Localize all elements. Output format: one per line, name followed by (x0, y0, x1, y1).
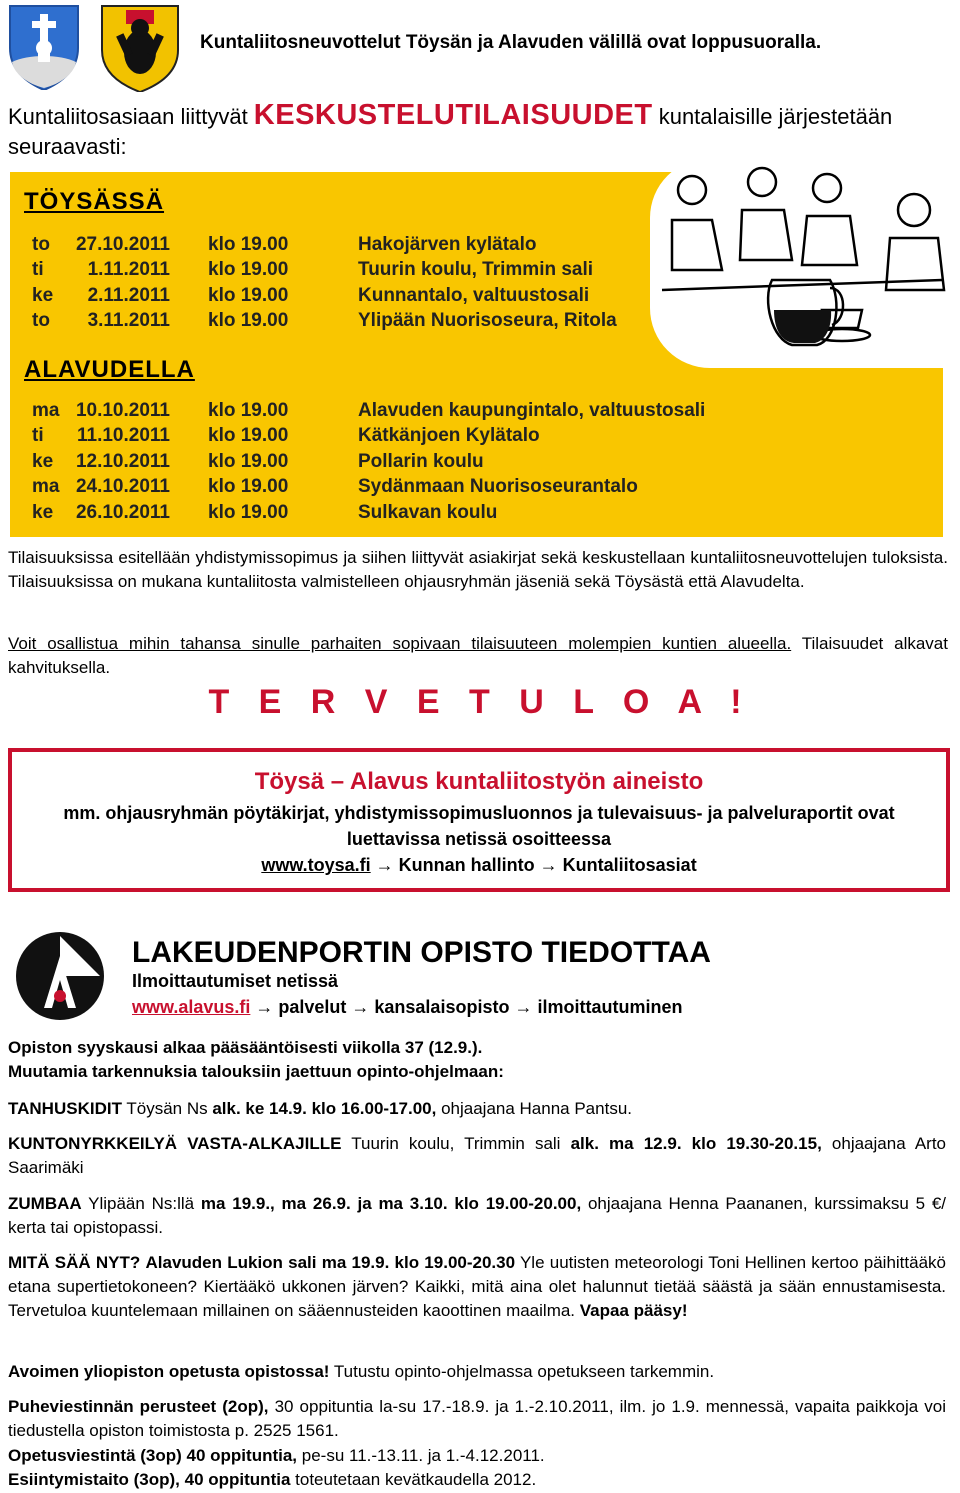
course-time: Alavuden Lukion sali ma 19.9. klo 19.00-20.30 (145, 1253, 516, 1272)
materials-path: → Kunnan hallinto → Kuntaliitosasiat (370, 855, 697, 875)
course-name: KUNTONYRKKEILYÄ VASTA-ALKAJILLE (8, 1134, 342, 1153)
event-date: 10.10.2011 (75, 399, 170, 421)
uni-course-text: toteutetaan kevätkaudella 2012. (290, 1470, 537, 1489)
opisto-subtitle: Ilmoittautumiset netissä (132, 971, 339, 991)
opisto-link-line (132, 997, 682, 1018)
event-row (32, 258, 617, 284)
event-place: Hakojärven kylätalo (358, 233, 537, 255)
course-time: alk. ma 12.9. klo 19.30-20.15, (570, 1134, 822, 1153)
course-text: Töysän Ns (121, 1099, 213, 1118)
meeting-illustration (652, 160, 952, 365)
event-time: klo 19.00 (208, 425, 289, 447)
course-time: ma 19.9., ma 26.9. ja ma 3.10. klo 19.00-20.00, (200, 1194, 582, 1213)
course-mita-saa-nyt (8, 1251, 946, 1323)
event-date: 2.11.2011 (87, 284, 170, 306)
uni-course-text: 30 oppituntia la-su 17.-18.9. ja 1.-2.10.2011, ilm. jo 1.9. mennessä, vapaita paikkoja voi tiedustella opiston toimistosta p. 2525 1561. (8, 1397, 946, 1440)
event-place: Tuurin koulu, Trimmin sali (358, 259, 594, 281)
uni-course-1 (8, 1395, 946, 1443)
event-time: klo 19.00 (208, 284, 289, 306)
info-underlined: Voit osallistua mihin tahansa sinulle parhaiten sopivaan tilaisuuteen molempien kuntien alueella. (8, 634, 792, 653)
course-text: Tutustu opinto-ohjelmassa opetukseen tarkemmin. (329, 1362, 715, 1381)
event-place: Alavuden kaupungintalo, valtuustosali (358, 399, 706, 421)
opisto-line-2: Muutamia tarkennuksia talouksiin jaettuun opinto-ohjelmaan: (8, 1062, 504, 1081)
course-text: ohjaajana Arto Saarimäki (8, 1134, 946, 1177)
course-text: Ylipään Ns:llä (81, 1194, 201, 1213)
materials-box (8, 748, 950, 892)
opisto-title: LAKEUDENPORTIN OPISTO TIEDOTTAA (132, 936, 711, 969)
event-day: ti (32, 259, 44, 281)
course-text: ohjaajana Henna Paananen, kurssimaksu 5 €/ kerta tai opistopassi. (8, 1194, 947, 1237)
course-name: TANHUSKIDIT (8, 1099, 122, 1118)
welcome-text: T E R V E T U L O A ! (208, 683, 752, 721)
intro-highlight: KESKUSTELUTILAISUUDET (253, 99, 653, 131)
event-place: Sulkavan koulu (358, 501, 498, 523)
course-zumbaa (8, 1192, 946, 1240)
event-time: klo 19.00 (208, 501, 289, 523)
event-row (32, 232, 617, 258)
event-day: to (32, 233, 50, 255)
uni-course-name: Opetusviestintä (3op) 40 oppituntia, (8, 1446, 298, 1465)
alavus-heading: ALAVUDELLA (24, 356, 195, 383)
event-time: klo 19.00 (208, 450, 289, 472)
course-text: Tuurin koulu, Trimmin sali (341, 1134, 571, 1153)
materials-title: Töysä – Alavus kuntaliitostyön aineisto (254, 768, 704, 795)
toysa-events-table (32, 232, 617, 334)
event-row (32, 398, 705, 424)
event-day: ma (32, 476, 60, 498)
course-name: ZUMBAA (8, 1194, 82, 1213)
event-day: ti (32, 425, 44, 447)
event-time: klo 19.00 (208, 259, 289, 281)
uni-course-2 (8, 1444, 946, 1468)
event-date: 11.10.2011 (77, 425, 170, 447)
event-day: ke (32, 501, 54, 523)
event-time: klo 19.00 (208, 476, 289, 498)
event-row (32, 309, 617, 335)
uni-course-name: Puheviestinnän perusteet (2op), (8, 1397, 269, 1416)
course-text: Yle uutisten meteorologi Toni Hellinen kertoo päihittääkö etana supertietokoneen? Kiertääkö ukkonen järven? Kaikki, mitä aina olet halunnut tietää säästä ja sään ennustamisesta. Tervetuloa kuuntelemaan millainen on sääennusteiden kaoottinen maailma. (8, 1253, 946, 1320)
event-date: 27.10.2011 (75, 233, 170, 255)
event-place: Pollarin koulu (358, 450, 484, 472)
event-date: 26.10.2011 (75, 501, 170, 523)
event-row (32, 475, 705, 501)
opisto-path: → palvelut → kansalaisopisto → ilmoittautuminen (250, 997, 683, 1017)
materials-text: mm. ohjausryhmän pöytäkirjat, yhdistymissopimusluonnos ja tulevaisuus- ja palveluraportit ovat luettavissa netissä osoitteessa (63, 803, 895, 849)
course-text: ohjaajana Hanna Pantsu. (436, 1099, 632, 1118)
uni-course-3 (8, 1468, 946, 1492)
event-day: ma (32, 399, 60, 421)
event-date: 12.10.2011 (75, 450, 170, 472)
event-place: Sydänmaan Nuorisoseurantalo (358, 476, 638, 498)
course-kuntonyrkkeily (8, 1132, 946, 1180)
info-paragraph-1: Tilaisuuksissa esitellään yhdistymissopimus ja siihen liittyvät asiakirjat sekä keskustellaan kuntaliitosneuvottelujen tuloksista. Tilaisuuksissa on mukana kuntaliitosta valmistelleen ohjausryhmän jäseniä sekä Töysästä että Alavudelta. (8, 548, 948, 591)
event-row (32, 424, 705, 450)
intro-before: Kuntaliitosasiaan liittyvät (8, 104, 254, 129)
course-name: Avoimen yliopiston opetusta opistossa! (8, 1362, 330, 1381)
info-paragraph-2 (8, 632, 948, 680)
event-place: Kätkänjoen Kylätalo (358, 425, 540, 447)
event-day: ke (32, 284, 54, 306)
event-time: klo 19.00 (208, 233, 289, 255)
event-row (32, 283, 617, 309)
opisto-line-1: Opiston syyskausi alkaa pääsääntöisesti viikolla 37 (12.9.). (8, 1038, 483, 1057)
event-place: Ylipään Nuorisoseura, Ritola (358, 310, 617, 332)
alavus-events-table (32, 398, 705, 526)
info-rest: Tilaisuudet alkavat kahvituksella. (8, 634, 948, 677)
uni-course-name: Esiintymistaito (3op), 40 oppituntia (8, 1470, 291, 1489)
headline: Kuntaliitosneuvottelut Töysän ja Alavuden välillä ovat loppusuoralla. (200, 32, 822, 53)
opisto-logo (14, 930, 106, 1027)
intro-after: kuntalaisille järjestetään seuraavasti: (8, 104, 893, 159)
toysa-crest (8, 4, 80, 95)
event-date: 3.11.2011 (87, 310, 170, 332)
event-day: ke (32, 450, 54, 472)
toysa-heading: TÖYSÄSSÄ (24, 188, 165, 215)
toysa-link[interactable]: www.toysa.fi (261, 855, 371, 875)
intro-text (8, 100, 953, 162)
event-time: klo 19.00 (208, 399, 289, 421)
course-avoin-yliopisto (8, 1360, 946, 1384)
event-row (32, 449, 705, 475)
uni-course-text: pe-su 11.-13.11. ja 1.-4.12.2011. (297, 1446, 545, 1465)
event-place: Kunnantalo, valtuustosali (358, 284, 590, 306)
alavus-crest (100, 4, 180, 97)
event-time: klo 19.00 (208, 310, 289, 332)
event-date: 1.11.2011 (87, 259, 170, 281)
course-name: MITÄ SÄÄ NYT? (8, 1253, 141, 1272)
event-row (32, 500, 705, 526)
course-tanhuskidit (8, 1097, 946, 1121)
course-time: alk. ke 14.9. klo 16.00-17.00, (212, 1099, 437, 1118)
event-day: to (32, 310, 50, 332)
alavus-link[interactable]: www.alavus.fi (132, 997, 251, 1017)
course-free: Vapaa pääsy! (579, 1301, 688, 1320)
event-date: 24.10.2011 (75, 476, 170, 498)
materials-body (42, 800, 916, 878)
